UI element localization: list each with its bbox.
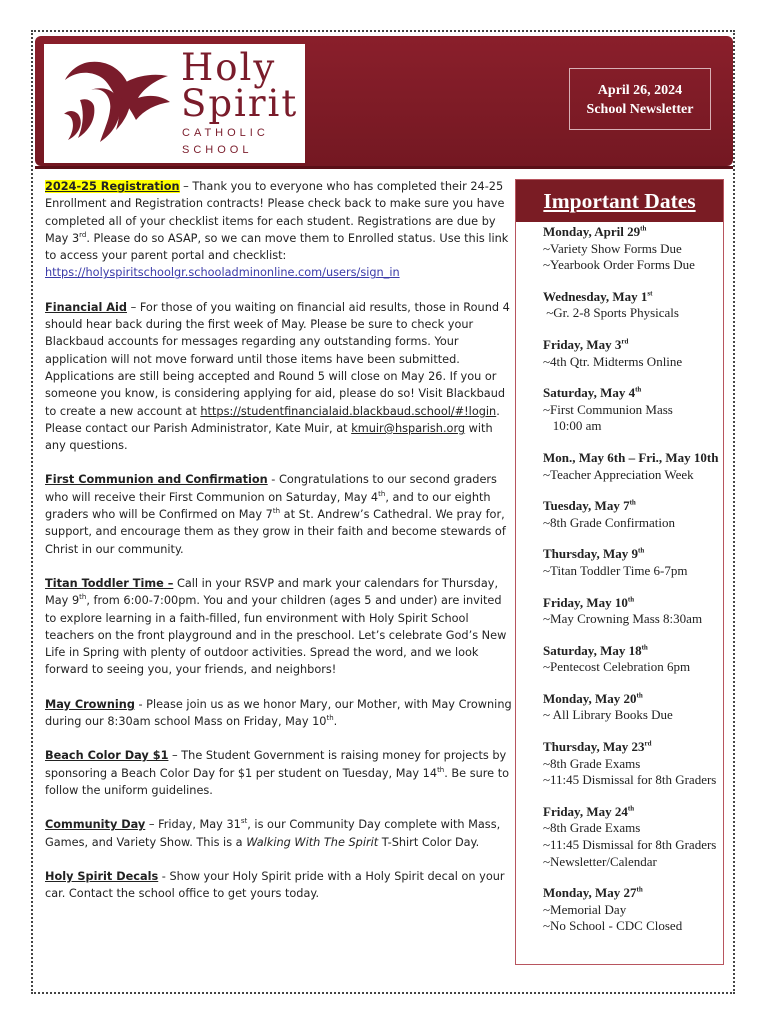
event-date: Saturday, May 4th <box>543 385 642 401</box>
registration-link[interactable]: https://holyspiritschoolgr.schooladminonline.com/users/sign_in <box>45 266 400 280</box>
banner-divider <box>35 166 733 169</box>
article-title: May Crowning <box>45 697 135 711</box>
event-item: ~Newsletter/Calendar <box>543 853 657 869</box>
event-item: ~Memorial Day <box>543 901 627 917</box>
event-item: 10:00 am <box>543 418 602 434</box>
event-entry <box>543 691 723 724</box>
event-item: ~8th Grade Confirmation <box>543 514 675 530</box>
event-entry <box>543 289 723 322</box>
logo-text-school: SCHOOL <box>182 144 253 156</box>
event-entry <box>543 224 723 274</box>
event-date: Saturday, May 18th <box>543 642 648 658</box>
article-community-day: Community Day – Friday, May 31st, is our Community Day complete with Mass, Games, and Variety Show. This is a Walking With The Spirit T-Shirt Color Day. <box>45 817 501 849</box>
event-entry <box>543 885 723 935</box>
article-title: Financial Aid <box>45 300 127 314</box>
event-date: Wednesday, May 1st <box>543 288 653 304</box>
event-date: Mon., May 6th – Fri., May 10th <box>543 449 719 465</box>
event-item: ~11:45 Dismissal for 8th Graders <box>543 772 717 788</box>
email-link[interactable]: kmuir@hsparish.org <box>351 421 466 435</box>
event-date: Thursday, May 23rd <box>543 739 652 755</box>
article-title: Community Day <box>45 818 146 832</box>
event-date: Monday, May 20th <box>543 690 643 706</box>
event-date: Friday, May 10th <box>543 594 635 610</box>
article-beach-day: Beach Color Day $1 – The Student Government is raising money for projects by sponsoring a Beach Color Day for $1 per student on Tuesday, May 14th. Be sure to follow the uniform guidelines. <box>45 749 510 797</box>
event-entry <box>543 498 723 531</box>
event-date: Friday, May 24th <box>543 803 635 819</box>
article-title: Beach Color Day $1 <box>45 749 169 763</box>
event-date: Tuesday, May 7th <box>543 498 636 514</box>
event-item: ~ All Library Books Due <box>543 707 673 723</box>
article-decals: Holy Spirit Decals - Show your Holy Spirit pride with a Holy Spirit decal on your car. Contact the school office to get yours today. <box>45 869 505 901</box>
event-date: Monday, May 27th <box>543 885 643 901</box>
newsletter-date: April 26, 2024 <box>597 83 683 98</box>
event-entry <box>543 546 723 579</box>
event-entry <box>543 385 723 435</box>
article-registration: 2024-25 Registration – Thank you to everyone who has completed their 24-25 Enrollment and Registration contracts! Please check back to make sure you have completed all of your checklist items for each student. Registrations are due by May 3rd. Please do so ASAP, so we can move them to Enrolled status. Use this link to access your parent portal and checklist: https://holyspiritschoolgr.schooladminonline.com/users/sign_in <box>45 180 509 280</box>
article-communion: First Communion and Confirmation - Congratulations to our second graders who will receive their First Communion on Saturday, May 4th, and to our eighth graders who will be Confirmed on May 7th at St. Andrew’s Cathedral. We pray for, support, and encourage them as they grow in their faith and become stewards of Christ in our community. <box>45 473 506 556</box>
newsletter-date-box <box>569 68 711 130</box>
main-column <box>45 178 515 919</box>
article-financial-aid: Financial Aid – For those of you waiting on financial aid results, those in Round 4 should hear back during the first week of May. Please be sure to check your Blackbaud accounts for messages regarding any outstanding forms. Your application will not move forward until those items have been submitted. Applications are still being accepted and Round 5 will close on May 26. If you or someone you know, is considering applying for aid, please do so! Visit Blackbaud to create a new account at https://studentfinancialaid.blackbaud.school/#!login. Please contact our Parish Administrator, Kate Muir, at kmuir@hsparish.org with any questions. <box>45 300 510 453</box>
event-item: ~Teacher Appreciation Week <box>543 466 694 482</box>
event-entry <box>543 595 723 628</box>
event-item: ~8th Grade Exams <box>543 755 641 771</box>
event-entry <box>543 643 723 676</box>
event-item: ~4th Qtr. Midterms Online <box>543 353 683 369</box>
logo-text-catholic: CATHOLIC <box>182 127 269 139</box>
article-title: First Communion and Confirmation <box>45 473 268 487</box>
event-item: ~8th Grade Exams <box>543 820 641 836</box>
event-item: ~11:45 Dismissal for 8th Graders <box>543 837 717 853</box>
article-title: Titan Toddler Time – <box>45 576 174 590</box>
dove-icon <box>60 50 175 158</box>
event-item: ~May Crowning Mass 8:30am <box>543 611 703 627</box>
logo-text-holy: Holy <box>181 46 277 89</box>
event-entry <box>543 739 723 789</box>
events-list <box>516 222 723 935</box>
event-item: ~No School - CDC Closed <box>543 918 683 934</box>
event-item: ~Gr. 2-8 Sports Physicals <box>543 305 679 321</box>
event-item: ~Yearbook Order Forms Due <box>543 257 695 273</box>
event-entry <box>543 450 723 483</box>
event-item: ~Titan Toddler Time 6-7pm <box>543 562 688 578</box>
blackbaud-link[interactable]: https://studentfinancialaid.blackbaud.school/#!login <box>200 404 497 418</box>
newsletter-title: School Newsletter <box>586 102 694 117</box>
event-date: Thursday, May 9th <box>543 546 645 562</box>
event-date: Monday, April 29th <box>543 224 647 239</box>
important-dates-panel <box>515 179 724 965</box>
article-title: 2024-25 Registration <box>45 180 180 193</box>
event-item: ~Variety Show Forms Due <box>543 240 682 256</box>
logo-text-spirit: Spirit <box>181 82 299 125</box>
article-may-crowning: May Crowning - Please join us as we honor Mary, our Mother, with May Crowning during our 8:30am school Mass on Friday, May 10th. <box>45 697 512 729</box>
event-entry <box>543 337 723 370</box>
article-toddler-time: Titan Toddler Time – Call in your RSVP and mark your calendars for Thursday, May 9th, from 6:00-7:00pm. You and your children (ages 5 and under) are invited to explore learning in a faith-filled, fun environment with Holy Spirit School teachers on the front playground and in the preschool. Let’s celebrate God’s New Life in Spring with plenty of outdoor activities. Spread the word, and we look forward to seeing you, your friends, and neighbors! <box>45 576 507 677</box>
important-dates-title: Important Dates <box>543 189 696 213</box>
event-entry <box>543 804 723 870</box>
event-item: ~First Communion Mass <box>543 401 673 417</box>
event-date: Friday, May 3rd <box>543 336 629 352</box>
important-dates-header <box>516 180 723 222</box>
event-item: ~Pentecost Celebration 6pm <box>543 659 691 675</box>
article-title: Holy Spirit Decals <box>45 869 159 883</box>
